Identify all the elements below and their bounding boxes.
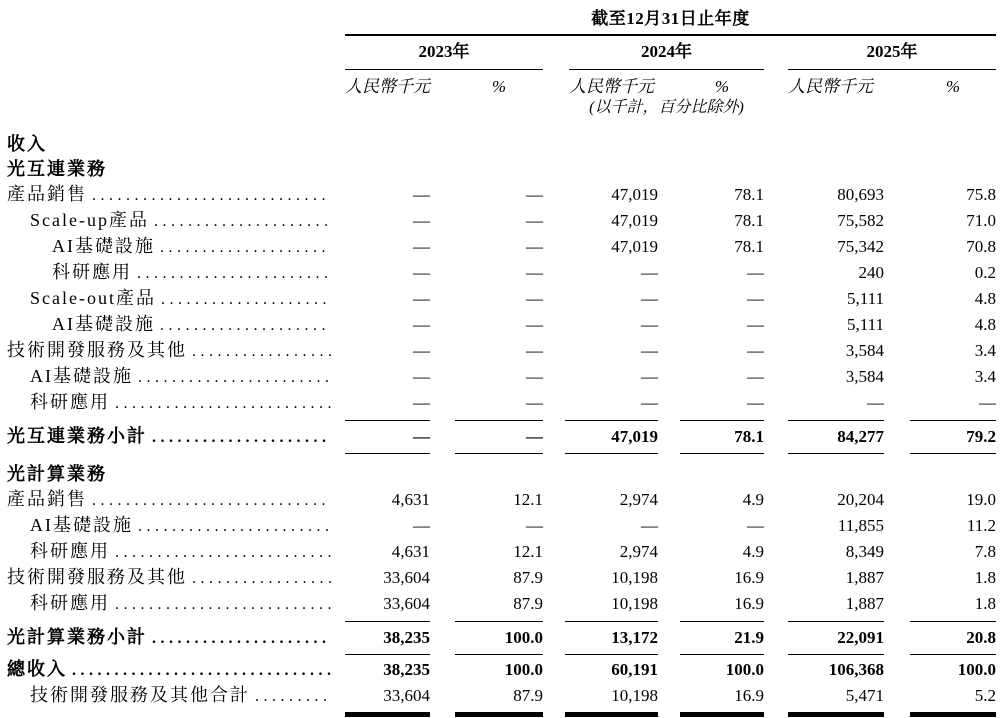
percent-2025-cell: 70.8 — [966, 237, 996, 256]
percent-2025-cell: 0.2 — [974, 263, 996, 282]
amount-2023-cell: — — [413, 341, 430, 360]
row-label-cell — [0, 565, 345, 591]
row-label-cell — [0, 338, 345, 364]
percent-2025-cell: 79.2 — [910, 420, 996, 454]
amount-2023-cell: 33,604 — [383, 568, 430, 587]
percent-2025-cell: 100.0 — [957, 660, 996, 679]
percent-2024-cell: 78.1 — [734, 237, 764, 256]
table-row — [0, 286, 1000, 312]
amount-2024-cell: 60,191 — [611, 660, 658, 679]
percent-2025-cell: 5.2 — [974, 686, 996, 705]
percent-2023-cell: — — [526, 367, 543, 386]
row-label-cell — [0, 157, 345, 182]
closing-double-rule-row — [0, 712, 1000, 717]
amount-2023-cell: 38,235 — [345, 621, 430, 655]
amount-2023-cell: 4,631 — [391, 542, 430, 561]
amount-2025-cell: 5,471 — [845, 686, 884, 705]
percent-2024-cell: — — [747, 315, 764, 334]
amount-2024-cell: 47,019 — [565, 420, 658, 454]
percent-2023-cell: 87.9 — [513, 594, 543, 613]
percent-2025-cell: 11.2 — [966, 516, 996, 535]
percent-2024-cell: — — [747, 516, 764, 535]
percent-2023-cell: — — [526, 393, 543, 412]
year-header-row — [345, 36, 1000, 70]
amount-2024-cell: 47,019 — [611, 211, 658, 230]
percent-2025-cell: 3.4 — [974, 367, 996, 386]
double-rule — [680, 712, 764, 717]
amount-2024-cell: 47,019 — [611, 185, 658, 204]
table-row — [0, 157, 1000, 182]
row-label: 產品銷售 — [7, 489, 87, 509]
amount-2024-cell: 47,019 — [611, 237, 658, 256]
percent-2023-cell: — — [526, 315, 543, 334]
row-label-cell — [0, 286, 345, 312]
percent-2025-cell: 1.8 — [974, 594, 996, 613]
percent-2024-cell: 4.9 — [742, 490, 764, 509]
amount-2023-cell: — — [413, 315, 430, 334]
amount-2023-cell: — — [413, 393, 430, 412]
column-header-group-2024 — [569, 77, 764, 97]
dot-leader — [192, 565, 331, 591]
percent-2024-cell: — — [747, 263, 764, 282]
dot-leader — [137, 260, 331, 286]
units-note: (以千計，百分比除外) — [589, 99, 744, 116]
dot-leader — [255, 683, 331, 709]
percent-2025-cell: 4.8 — [974, 315, 996, 334]
amount-2024-cell: — — [641, 516, 658, 535]
amount-2023-cell: 38,235 — [383, 660, 430, 679]
empty-label-cell — [0, 716, 345, 717]
amount-2025-cell: 8,349 — [845, 542, 884, 561]
percent-2024-cell: — — [747, 341, 764, 360]
percent-2025-cell: 4.8 — [974, 289, 996, 308]
row-label-cell — [0, 683, 345, 709]
dot-leader — [115, 539, 331, 565]
percent-2023-cell: — — [526, 185, 543, 204]
unit-label: 人民幣千元 — [788, 77, 873, 96]
row-label: 總收入 — [7, 659, 67, 679]
percent-2023-cell: 100.0 — [455, 621, 543, 655]
percent-2024-cell: 4.9 — [742, 542, 764, 561]
amount-2024-cell: 10,198 — [611, 594, 658, 613]
percent-2023-cell: — — [526, 211, 543, 230]
percent-2024-cell: 78.1 — [734, 185, 764, 204]
dot-leader — [115, 591, 331, 617]
dot-leader — [192, 338, 331, 364]
table-row — [0, 683, 1000, 709]
amount-2023-cell: 33,604 — [383, 594, 430, 613]
dot-leader — [160, 234, 331, 260]
percent-label: % — [714, 77, 730, 96]
table-row — [0, 462, 1000, 487]
row-label: 科研應用 — [52, 262, 132, 282]
row-label-cell — [0, 234, 345, 260]
table-row — [0, 234, 1000, 260]
percent-2025-cell: 3.4 — [974, 341, 996, 360]
amount-2025-cell: 3,584 — [845, 341, 884, 360]
table-row — [0, 487, 1000, 513]
double-rule — [345, 712, 430, 717]
unit-label: 人民幣千元 — [569, 77, 654, 96]
year-header-2023: 2023年 — [345, 36, 543, 70]
table-row — [0, 390, 1000, 416]
row-label: 產品銷售 — [7, 184, 87, 204]
row-label: 光互連業務小計 — [7, 426, 147, 446]
year-header-2024: 2024年 — [569, 36, 764, 70]
percent-2023-cell: — — [455, 420, 543, 454]
row-label: 科研應用 — [30, 541, 110, 561]
amount-2025-cell: 3,584 — [845, 367, 884, 386]
double-rule — [910, 712, 996, 717]
table-row — [0, 513, 1000, 539]
row-label: 技術開發服務及其他合計 — [30, 685, 250, 705]
amount-2023-cell: — — [413, 211, 430, 230]
row-label: 光計算業務小計 — [7, 627, 147, 647]
row-label: 技術開發服務及其他 — [7, 567, 187, 587]
percent-2025-cell: 7.8 — [974, 542, 996, 561]
amount-2025-cell: 1,887 — [845, 594, 884, 613]
dot-leader — [138, 513, 331, 539]
row-label-cell — [0, 312, 345, 338]
row-label-cell — [0, 513, 345, 539]
percent-2025-cell: 71.0 — [966, 211, 996, 230]
column-gap — [764, 36, 788, 70]
table-row — [0, 420, 1000, 454]
amount-2023-cell: — — [413, 289, 430, 308]
amount-2024-cell: — — [641, 263, 658, 282]
amount-2024-cell: — — [641, 315, 658, 334]
amount-2025-cell: 20,204 — [837, 490, 884, 509]
percent-2023-cell: — — [526, 237, 543, 256]
percent-2023-cell: 12.1 — [513, 490, 543, 509]
unit-label: 人民幣千元 — [345, 77, 430, 96]
spacer — [0, 117, 1000, 132]
amount-2025-cell: 75,582 — [837, 211, 884, 230]
table-row — [0, 591, 1000, 617]
double-rule — [565, 712, 658, 717]
percent-2023-cell: — — [526, 516, 543, 535]
double-rule — [455, 712, 543, 717]
percent-2024-cell: 78.1 — [734, 211, 764, 230]
percent-2024-cell: — — [747, 393, 764, 412]
row-label: 光計算業務 — [7, 464, 107, 484]
row-label-cell — [0, 487, 345, 513]
dot-leader — [92, 182, 331, 208]
row-label-cell — [0, 208, 345, 234]
table-row — [0, 539, 1000, 565]
row-label-cell — [0, 591, 345, 617]
row-label-cell — [0, 625, 345, 651]
row-label: 技術開發服務及其他 — [7, 340, 187, 360]
table-row — [0, 657, 1000, 683]
amount-2024-cell: — — [641, 367, 658, 386]
row-label: 科研應用 — [30, 392, 110, 412]
row-label-cell — [0, 364, 345, 390]
row-label: 光互連業務 — [7, 159, 107, 179]
dot-leader — [72, 657, 331, 683]
row-label: AI基礎設施 — [30, 515, 133, 535]
double-rule — [788, 712, 884, 717]
row-label-cell — [0, 424, 345, 450]
amount-2024-cell: 13,172 — [565, 621, 658, 655]
table-row — [0, 182, 1000, 208]
dot-leader — [152, 424, 331, 450]
percent-2023-cell: 87.9 — [513, 686, 543, 705]
table-row — [0, 621, 1000, 655]
column-header-group-2025 — [788, 77, 996, 97]
amount-2024-cell: — — [641, 341, 658, 360]
amount-2025-cell: 84,277 — [788, 420, 884, 454]
percent-2024-cell: — — [747, 289, 764, 308]
percent-label: % — [491, 77, 507, 96]
table-row — [0, 132, 1000, 157]
row-label: AI基礎設施 — [52, 236, 155, 256]
amount-2023-cell: — — [345, 420, 430, 454]
column-header-row — [345, 70, 1000, 97]
percent-2023-cell: — — [526, 341, 543, 360]
row-label-cell — [0, 539, 345, 565]
amount-2023-cell: — — [413, 185, 430, 204]
amount-2024-cell: — — [641, 393, 658, 412]
percent-2023-cell: 12.1 — [513, 542, 543, 561]
amount-2025-cell: 75,342 — [837, 237, 884, 256]
amount-2025-cell: 5,111 — [847, 289, 884, 308]
dot-leader — [92, 487, 331, 513]
percent-2025-cell: 20.8 — [910, 621, 996, 655]
amount-2023-cell: — — [413, 367, 430, 386]
percent-2025-cell: — — [979, 393, 996, 412]
amount-2024-cell: 10,198 — [611, 568, 658, 587]
table-row — [0, 208, 1000, 234]
amount-2023-cell: — — [413, 263, 430, 282]
row-label: AI基礎設施 — [52, 314, 155, 334]
row-label: Scale-out產品 — [30, 288, 156, 308]
amount-2024-cell: 2,974 — [619, 542, 658, 561]
amount-2025-cell: 1,887 — [845, 568, 884, 587]
amount-2025-cell: 106,368 — [828, 660, 884, 679]
row-label: Scale-up產品 — [30, 210, 149, 230]
amount-2025-cell: 80,693 — [837, 185, 884, 204]
period-title: 截至12月31日止年度 — [591, 9, 750, 28]
table-body — [0, 132, 1000, 709]
amount-2025-cell: 11,855 — [837, 516, 884, 535]
percent-2024-cell: 16.9 — [734, 594, 764, 613]
table-row — [0, 260, 1000, 286]
row-label-cell — [0, 390, 345, 416]
table-row — [0, 312, 1000, 338]
percent-2024-cell: 78.1 — [680, 420, 764, 454]
row-label: 科研應用 — [30, 593, 110, 613]
dot-leader — [160, 312, 331, 338]
percent-label: % — [945, 77, 961, 96]
row-label: AI基礎設施 — [30, 366, 133, 386]
row-label-cell — [0, 132, 345, 157]
percent-2024-cell: 21.9 — [680, 621, 764, 655]
percent-2025-cell: 75.8 — [966, 185, 996, 204]
percent-2024-cell: — — [747, 367, 764, 386]
dot-leader — [161, 286, 331, 312]
percent-2024-cell: 100.0 — [725, 660, 764, 679]
column-gap — [543, 36, 569, 70]
percent-2023-cell: 87.9 — [513, 568, 543, 587]
amount-2024-cell: 2,974 — [619, 490, 658, 509]
percent-2023-cell: 100.0 — [504, 660, 543, 679]
percent-2025-cell: 1.8 — [974, 568, 996, 587]
dot-leader — [138, 364, 331, 390]
amount-2024-cell: — — [641, 289, 658, 308]
amount-2023-cell: — — [413, 237, 430, 256]
dot-leader — [152, 625, 331, 651]
percent-2023-cell: — — [526, 289, 543, 308]
amount-2024-cell: 10,198 — [611, 686, 658, 705]
amount-2025-cell: 22,091 — [788, 621, 884, 655]
amount-2023-cell: 33,604 — [383, 686, 430, 705]
year-header-2025: 2025年 — [788, 36, 996, 70]
dot-leader — [115, 390, 331, 416]
amount-2025-cell: 5,111 — [847, 315, 884, 334]
row-label: 收入 — [7, 134, 47, 154]
table-row — [0, 338, 1000, 364]
column-header-group-2023 — [345, 77, 543, 97]
dot-leader — [154, 208, 331, 234]
row-label-cell — [0, 260, 345, 286]
table-row — [0, 565, 1000, 591]
row-label-cell — [0, 462, 345, 487]
percent-2023-cell: — — [526, 263, 543, 282]
row-label-cell — [0, 657, 345, 683]
amount-2023-cell: 4,631 — [391, 490, 430, 509]
percent-2024-cell: 16.9 — [734, 686, 764, 705]
percent-2024-cell: 16.9 — [734, 568, 764, 587]
amount-2023-cell: — — [413, 516, 430, 535]
amount-2025-cell: 240 — [858, 263, 884, 282]
table-row — [0, 364, 1000, 390]
percent-2025-cell: 19.0 — [966, 490, 996, 509]
row-label-cell — [0, 182, 345, 208]
amount-2025-cell: — — [867, 393, 884, 412]
